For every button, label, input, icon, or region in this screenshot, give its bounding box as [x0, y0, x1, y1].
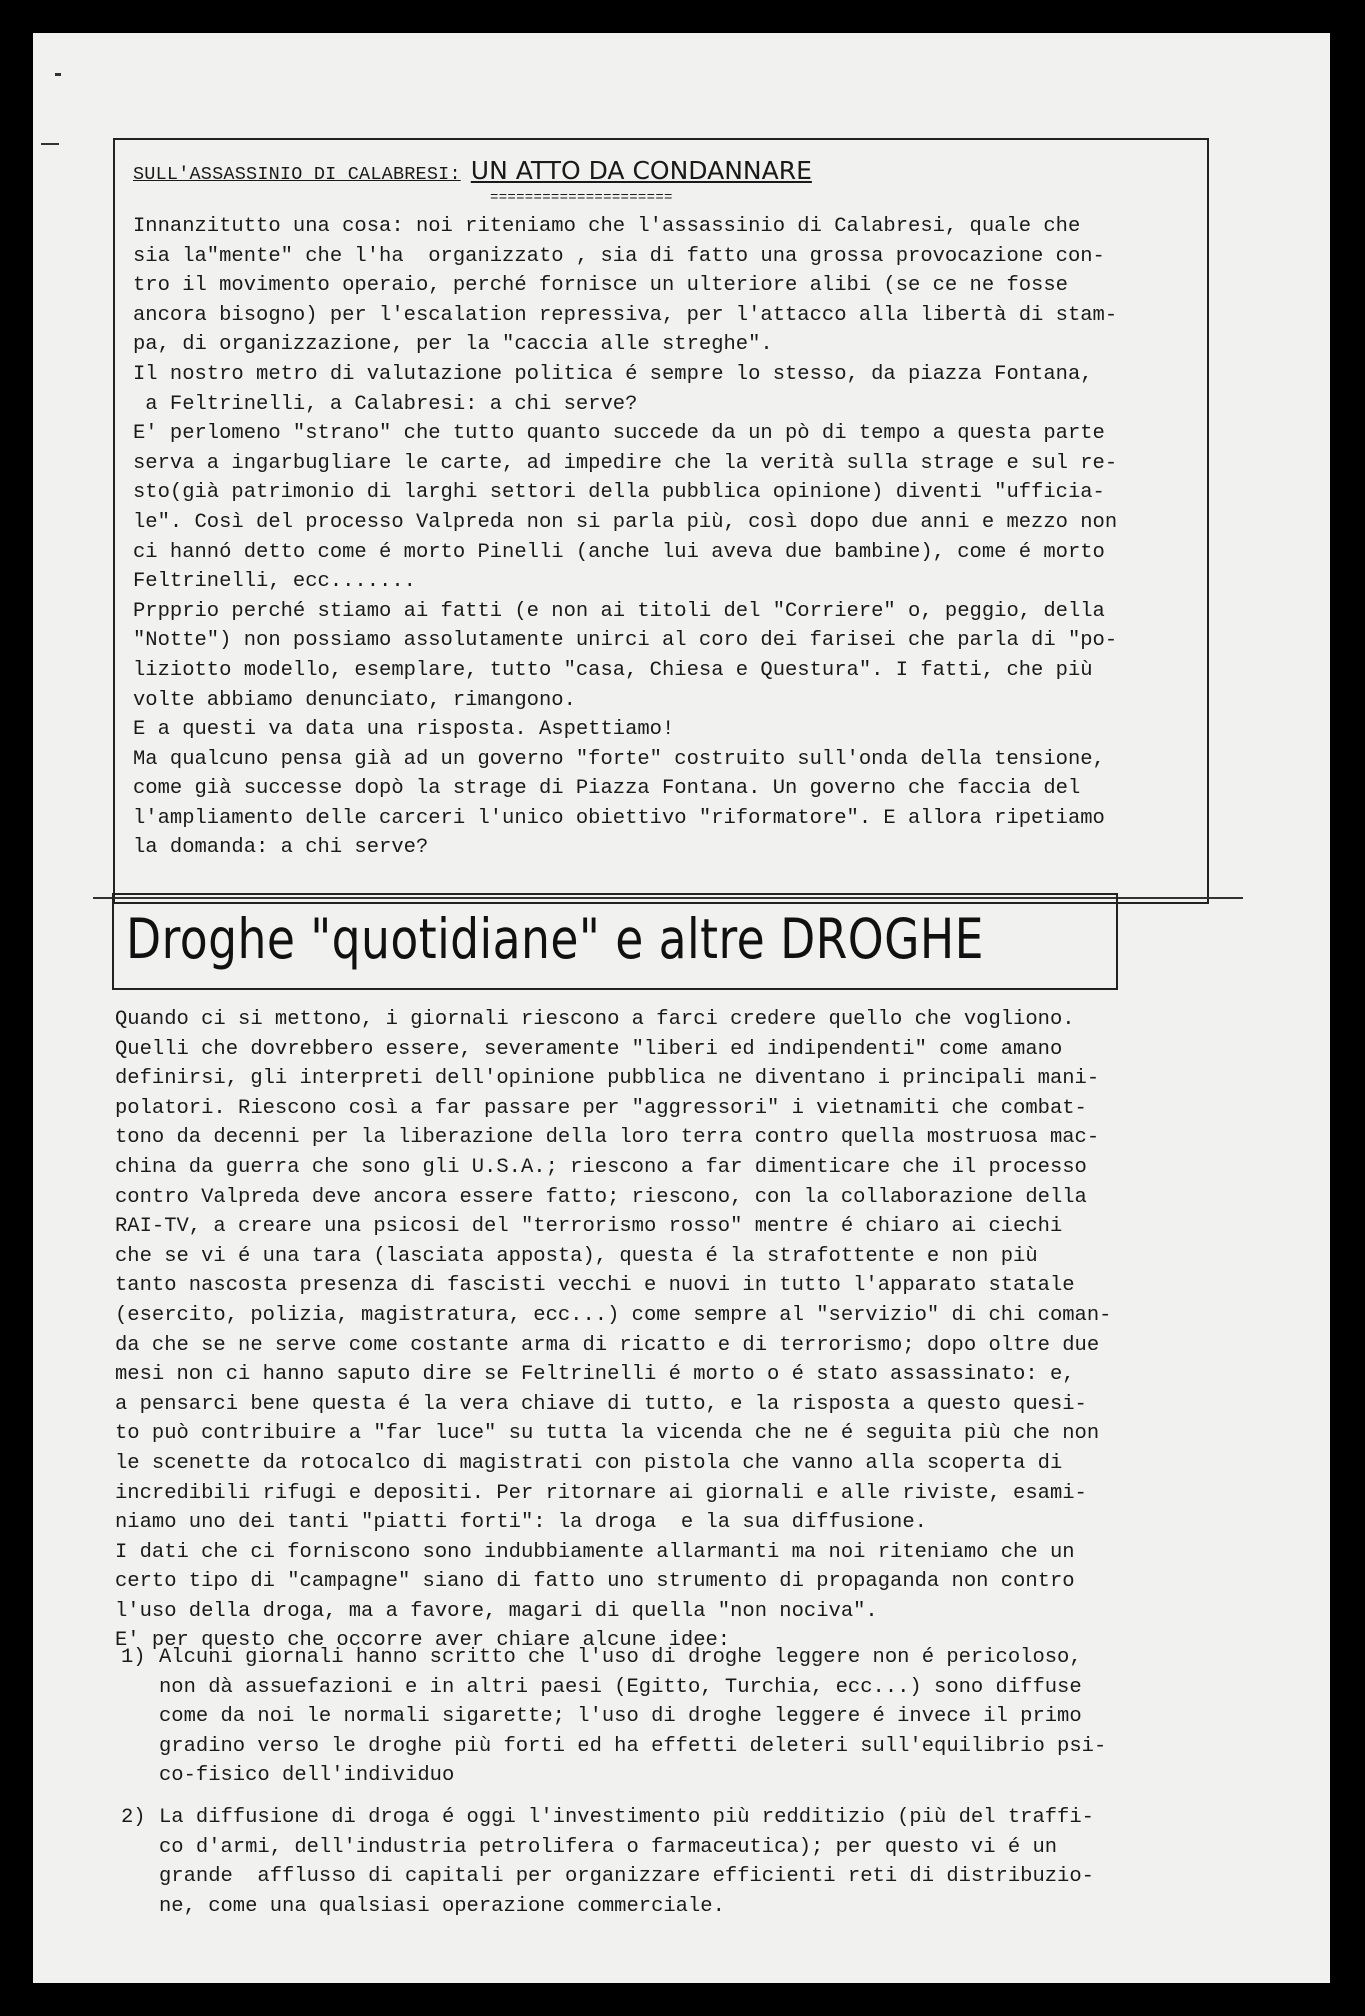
text-line: "Notte") non possiamo assolutamente unirci al coro dei farisei che parla di "po-: [133, 629, 1118, 653]
text-line: l'ampliamento delle carceri l'unico obiettivo "riformatore". E allora ripetiamo: [133, 806, 1105, 830]
drugs-article-body: [115, 1005, 1111, 1656]
text-line: certo tipo di "campagne" siano di fatto uno strumento di propaganda non contro: [115, 1570, 1075, 1594]
text-line: Quelli che dovrebbero essere, severamente "liberi ed indipendenti" come amano: [115, 1037, 1063, 1061]
list-item: [121, 1803, 1106, 1921]
headline: Droghe "quotidiane" e altre DROGHE: [126, 907, 984, 971]
text-line: polatori. Riescono così a far passare per "aggressori" i vietnamiti che combat-: [115, 1096, 1087, 1120]
text-line: china da guerra che sono gli U.S.A.; riescono a far dimenticare che il processo: [115, 1155, 1087, 1179]
list-item: [121, 1643, 1106, 1791]
text-line: E' per questo che occorre aver chiare alcune idee:: [115, 1629, 731, 1653]
headline-box: [112, 893, 1118, 990]
text-line: che se vi é una tara (lasciata apposta), questa é la strafottente e non più: [115, 1244, 1038, 1268]
text-line: tono da decenni per la liberazione della loro terra contro quella mostruosa mac-: [115, 1126, 1100, 1150]
text-line: Ma qualcuno pensa già ad un governo "forte" costruito sull'onda della tensione,: [133, 747, 1105, 771]
list-item-text: [159, 1803, 1094, 1921]
list-item-text: [159, 1643, 1106, 1791]
calabresi-article-title: [133, 156, 812, 185]
text-line: ne, come una qualsiasi operazione commerciale.: [159, 1894, 725, 1918]
numbered-list: [121, 1643, 1106, 1933]
text-line: co-fisico dell'individuo: [159, 1764, 455, 1788]
text-line: Alcuni giornali hanno scritto che l'uso di droghe leggere non é pericoloso,: [159, 1646, 1082, 1669]
text-line: contro Valpreda deve ancora essere fatto; riescono, con la collaborazione della: [115, 1185, 1087, 1209]
text-line: I dati che ci forniscono sono indubbiamente allarmanti ma noi riteniamo che un: [115, 1540, 1075, 1564]
text-line: ci hannó detto come é morto Pinelli (anche lui aveva due bambine), come é morto: [133, 540, 1105, 564]
text-line: a pensarci bene questa é la vera chiave di tutto, e la risposta a questo quesi-: [115, 1392, 1087, 1416]
text-line: come da noi le normali sigarette; l'uso di droghe leggere é invece il primo: [159, 1705, 1082, 1729]
text-line: La diffusione di droga é oggi l'investimento più redditizio (più del traffi-: [159, 1805, 1094, 1829]
text-line: incredibili rifugi e depositi. Per ritornare ai giornali e alle riviste, esami-: [115, 1481, 1087, 1505]
text-line: E a questi va data una risposta. Aspettiamo!: [133, 718, 675, 742]
text-line: gradino verso le droghe più forti ed ha effetti deleteri sull'equilibrio psi-: [159, 1734, 1107, 1758]
list-number: 2): [121, 1805, 146, 1829]
scan-mark: [41, 143, 59, 145]
text-line: (esercito, polizia, magistratura, ecc...) come sempre al "servizio" di chi coman-: [115, 1303, 1112, 1327]
text-line: tro il movimento operaio, perché fornisce un ulteriore alibi (se ce ne fosse: [133, 274, 1068, 298]
text-line: a Feltrinelli, a Calabresi: a chi serve?: [133, 392, 638, 416]
text-line: mesi non ci hanno saputo dire se Feltrinelli é morto o é stato assassinato: e,: [115, 1363, 1075, 1387]
text-line: la domanda: a chi serve?: [133, 836, 429, 860]
calabresi-article-body: [133, 212, 1117, 863]
text-line: ancora bisogno) per l'escalation repressiva, per l'attacco alla libertà di stam-: [133, 303, 1118, 327]
text-line: Feltrinelli, ecc.......: [133, 570, 416, 594]
text-line: l'uso della droga, ma a favore, magari di quella "non nociva".: [115, 1599, 878, 1623]
text-line: Prpprio perché stiamo ai fatti (e non ai titoli del "Corriere" o, peggio, della: [133, 599, 1105, 623]
text-line: definirsi, gli interpreti dell'opinione pubblica ne diventano i principali mani-: [115, 1067, 1100, 1091]
text-line: to può contribuire a "far luce" su tutta la vicenda che ne é seguita più che non: [115, 1422, 1100, 1446]
text-line: Il nostro metro di valutazione politica é sempre lo stesso, da piazza Fontana,: [133, 362, 1093, 386]
list-number: 1): [121, 1646, 146, 1669]
text-line: da che se ne serve come costante arma di ricatto e di terrorismo; dopo oltre due: [115, 1333, 1100, 1357]
text-line: le". Così del processo Valpreda non si parla più, così dopo due anni e mezzo non: [133, 510, 1118, 534]
calabresi-article-box: [113, 138, 1209, 904]
text-line: Quando ci si mettono, i giornali riescono a farci credere quello che vogliono.: [115, 1008, 1075, 1031]
text-line: non dà assuefazioni e in altri paesi (Egitto, Turchia, ecc...) sono diffuse: [159, 1675, 1082, 1699]
text-line: sia la"mente" che l'ha organizzato , sia di fatto una grossa provocazione con-: [133, 244, 1105, 268]
text-line: RAI-TV, a creare una psicosi del "terrorismo rosso" mentre é chiaro ai ciechi: [115, 1215, 1063, 1239]
text-line: co d'armi, dell'industria petrolifera o farmaceutica); per questo vi é un: [159, 1835, 1058, 1859]
title-underline-rule: =====================: [490, 190, 673, 206]
text-line: grande afflusso di capitali per organizzare efficienti reti di distribuzio-: [159, 1865, 1094, 1889]
text-line: pa, di organizzazione, per la "caccia alle streghe".: [133, 333, 773, 357]
text-line: niamo uno dei tanti "piatti forti": la droga e la sua diffusione.: [115, 1511, 927, 1535]
text-line: sto(già patrimonio di larghi settori della pubblica opinione) diventi "ufficia-: [133, 481, 1105, 505]
text-line: tanto nascosta presenza di fascisti vecchi e nuovi in tutto l'apparato statale: [115, 1274, 1075, 1298]
title-left: SULL'ASSASSINIO DI CALABRESI:: [133, 164, 461, 185]
text-line: come già successe dopò la strage di Piazza Fontana. Un governo che faccia del: [133, 777, 1081, 801]
document-page: [33, 33, 1330, 1983]
title-right: UN ATTO DA CONDANNARE: [470, 156, 812, 185]
text-line: le scenette da rotocalco di magistrati con pistola che vanno alla scoperta di: [115, 1451, 1063, 1475]
text-line: E' perlomeno "strano" che tutto quanto succede da un pò di tempo a questa parte: [133, 422, 1105, 446]
scan-mark: [55, 73, 61, 76]
text-line: Innanzitutto una cosa: noi riteniamo che l'assassinio di Calabresi, quale che: [133, 215, 1081, 238]
text-line: liziotto modello, esemplare, tutto "casa, Chiesa e Questura". I fatti, che più: [133, 658, 1093, 682]
text-line: volte abbiamo denunciato, rimangono.: [133, 688, 576, 712]
text-line: serva a ingarbugliare le carte, ad impedire che la verità sulla strage e sul re-: [133, 451, 1118, 475]
